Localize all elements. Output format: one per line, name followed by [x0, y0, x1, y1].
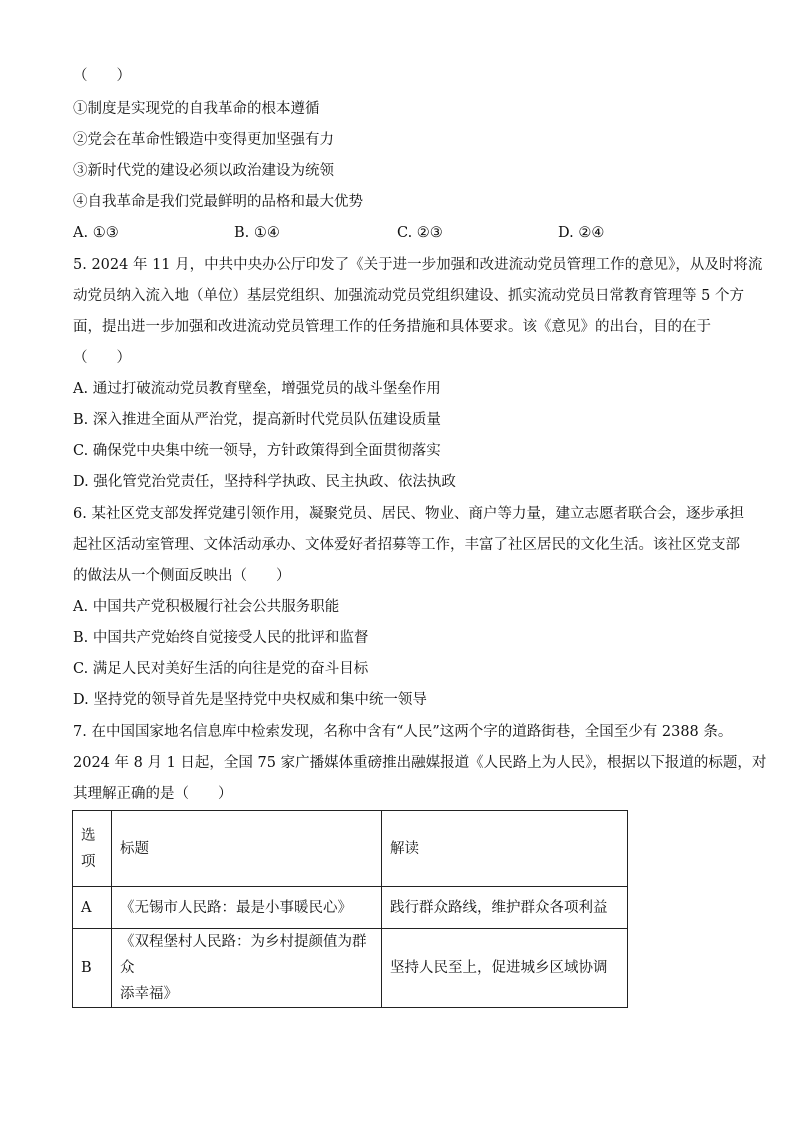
table-row-title [112, 887, 382, 929]
q4-options [73, 225, 633, 243]
table-header-option: 选项 [73, 811, 112, 887]
q4-option-c: C. ②③ [397, 225, 443, 241]
q7-stem-line-1: 7. 在中国国家地名信息库中检索发现，名称中含有“人民”这两个字的道路街巷，全国至少有 2388 条。 [73, 724, 733, 740]
q4-statement-2: ②党会在革命性锻造中变得更加坚强有力 [73, 132, 334, 148]
table-row-interp: 践行群众路线，维护群众各项利益 [382, 887, 628, 929]
q7-table [72, 810, 628, 1008]
q6-option-d: D. 坚持党的领导首先是坚持党中央权威和集中统一领导 [73, 692, 427, 708]
q6-option-b: B. 中国共产党始终自觉接受人民的批评和监督 [73, 630, 369, 646]
q6-stem-line-1: 6. 某社区党支部发挥党建引领作用，凝聚党员、居民、物业、商户等力量，建立志愿者联合会，逐步承担 [73, 506, 744, 522]
q4-option-d: D. ②④ [558, 225, 605, 241]
q4-statement-3: ③新时代党的建设必须以政治建设为统领 [73, 163, 334, 179]
q7-stem-line-2: 2024 年 8 月 1 日起，全国 75 家广播媒体重磅推出融媒报道《人民路上为人民》，根据以下报道的标题，对 [73, 755, 767, 771]
q6-option-a: A. 中国共产党积极履行社会公共服务职能 [73, 599, 340, 615]
table-header-interp: 解读 [382, 811, 628, 887]
table-row-option: B [73, 929, 112, 1008]
q4-statement-4: ④自我革命是我们党最鲜明的品格和最大优势 [73, 194, 363, 210]
q5-option-a: A. 通过打破流动党员教育壁垒，增强党员的战斗堡垒作用 [73, 381, 441, 397]
table-row-title-text: 《无锡市人民路：最是小事暖民心》 [120, 899, 352, 916]
table-row-title-line-2: 添幸福》 [120, 986, 178, 1002]
q4-bracket: （ ） [73, 68, 131, 84]
q4-option-b: B. ①④ [234, 225, 280, 241]
q5-stem-line-1: 5. 2024 年 11 月，中共中央办公厅印发了《关于进一步加强和改进流动党员管理工作的意见》，从及时将流 [73, 257, 763, 273]
q4-option-a: A. ①③ [73, 225, 119, 241]
q5-option-c: C. 确保党中央集中统一领导，方针政策得到全面贯彻落实 [73, 443, 441, 459]
table-header-row [73, 811, 628, 887]
q5-stem-line-2: 动党员纳入流入地（单位）基层党组织、加强流动党员党组织建设、抓实流动党员日常教育管理等 5 个方 [73, 288, 744, 304]
q5-option-b: B. 深入推进全面从严治党，提高新时代党员队伍建设质量 [73, 412, 441, 428]
q7-stem-line-3: 其理解正确的是（ ） [73, 786, 233, 802]
table-row-title-line-1: 《双程堡村人民路：为乡村提颜值为群众 [120, 934, 367, 976]
table-row [73, 887, 628, 929]
q6-stem-line-2: 起社区活动室管理、文体活动承办、文体爱好者招募等工作，丰富了社区居民的文化生活。该社区党支部 [73, 537, 740, 553]
q6-stem-line-3: 的做法从一个侧面反映出（ ） [73, 568, 291, 584]
q6-option-c: C. 满足人民对美好生活的向往是党的奋斗目标 [73, 661, 369, 677]
q5-stem-line-3: 面，提出进一步加强和改进流动党员管理工作的任务措施和具体要求。该《意见》的出台，目的在于 [73, 319, 711, 335]
table-row-interp: 坚持人民至上，促进城乡区域协调 [382, 929, 628, 1008]
table-header-title: 标题 [112, 811, 382, 887]
q5-bracket: （ ） [73, 350, 131, 366]
table-row-option: A [73, 887, 112, 929]
q5-option-d: D. 强化管党治党责任，坚持科学执政、民主执政、依法执政 [73, 474, 456, 490]
table-row-title [112, 929, 382, 1008]
table-row [73, 929, 628, 1008]
q4-statement-1: ①制度是实现党的自我革命的根本遵循 [73, 101, 320, 117]
